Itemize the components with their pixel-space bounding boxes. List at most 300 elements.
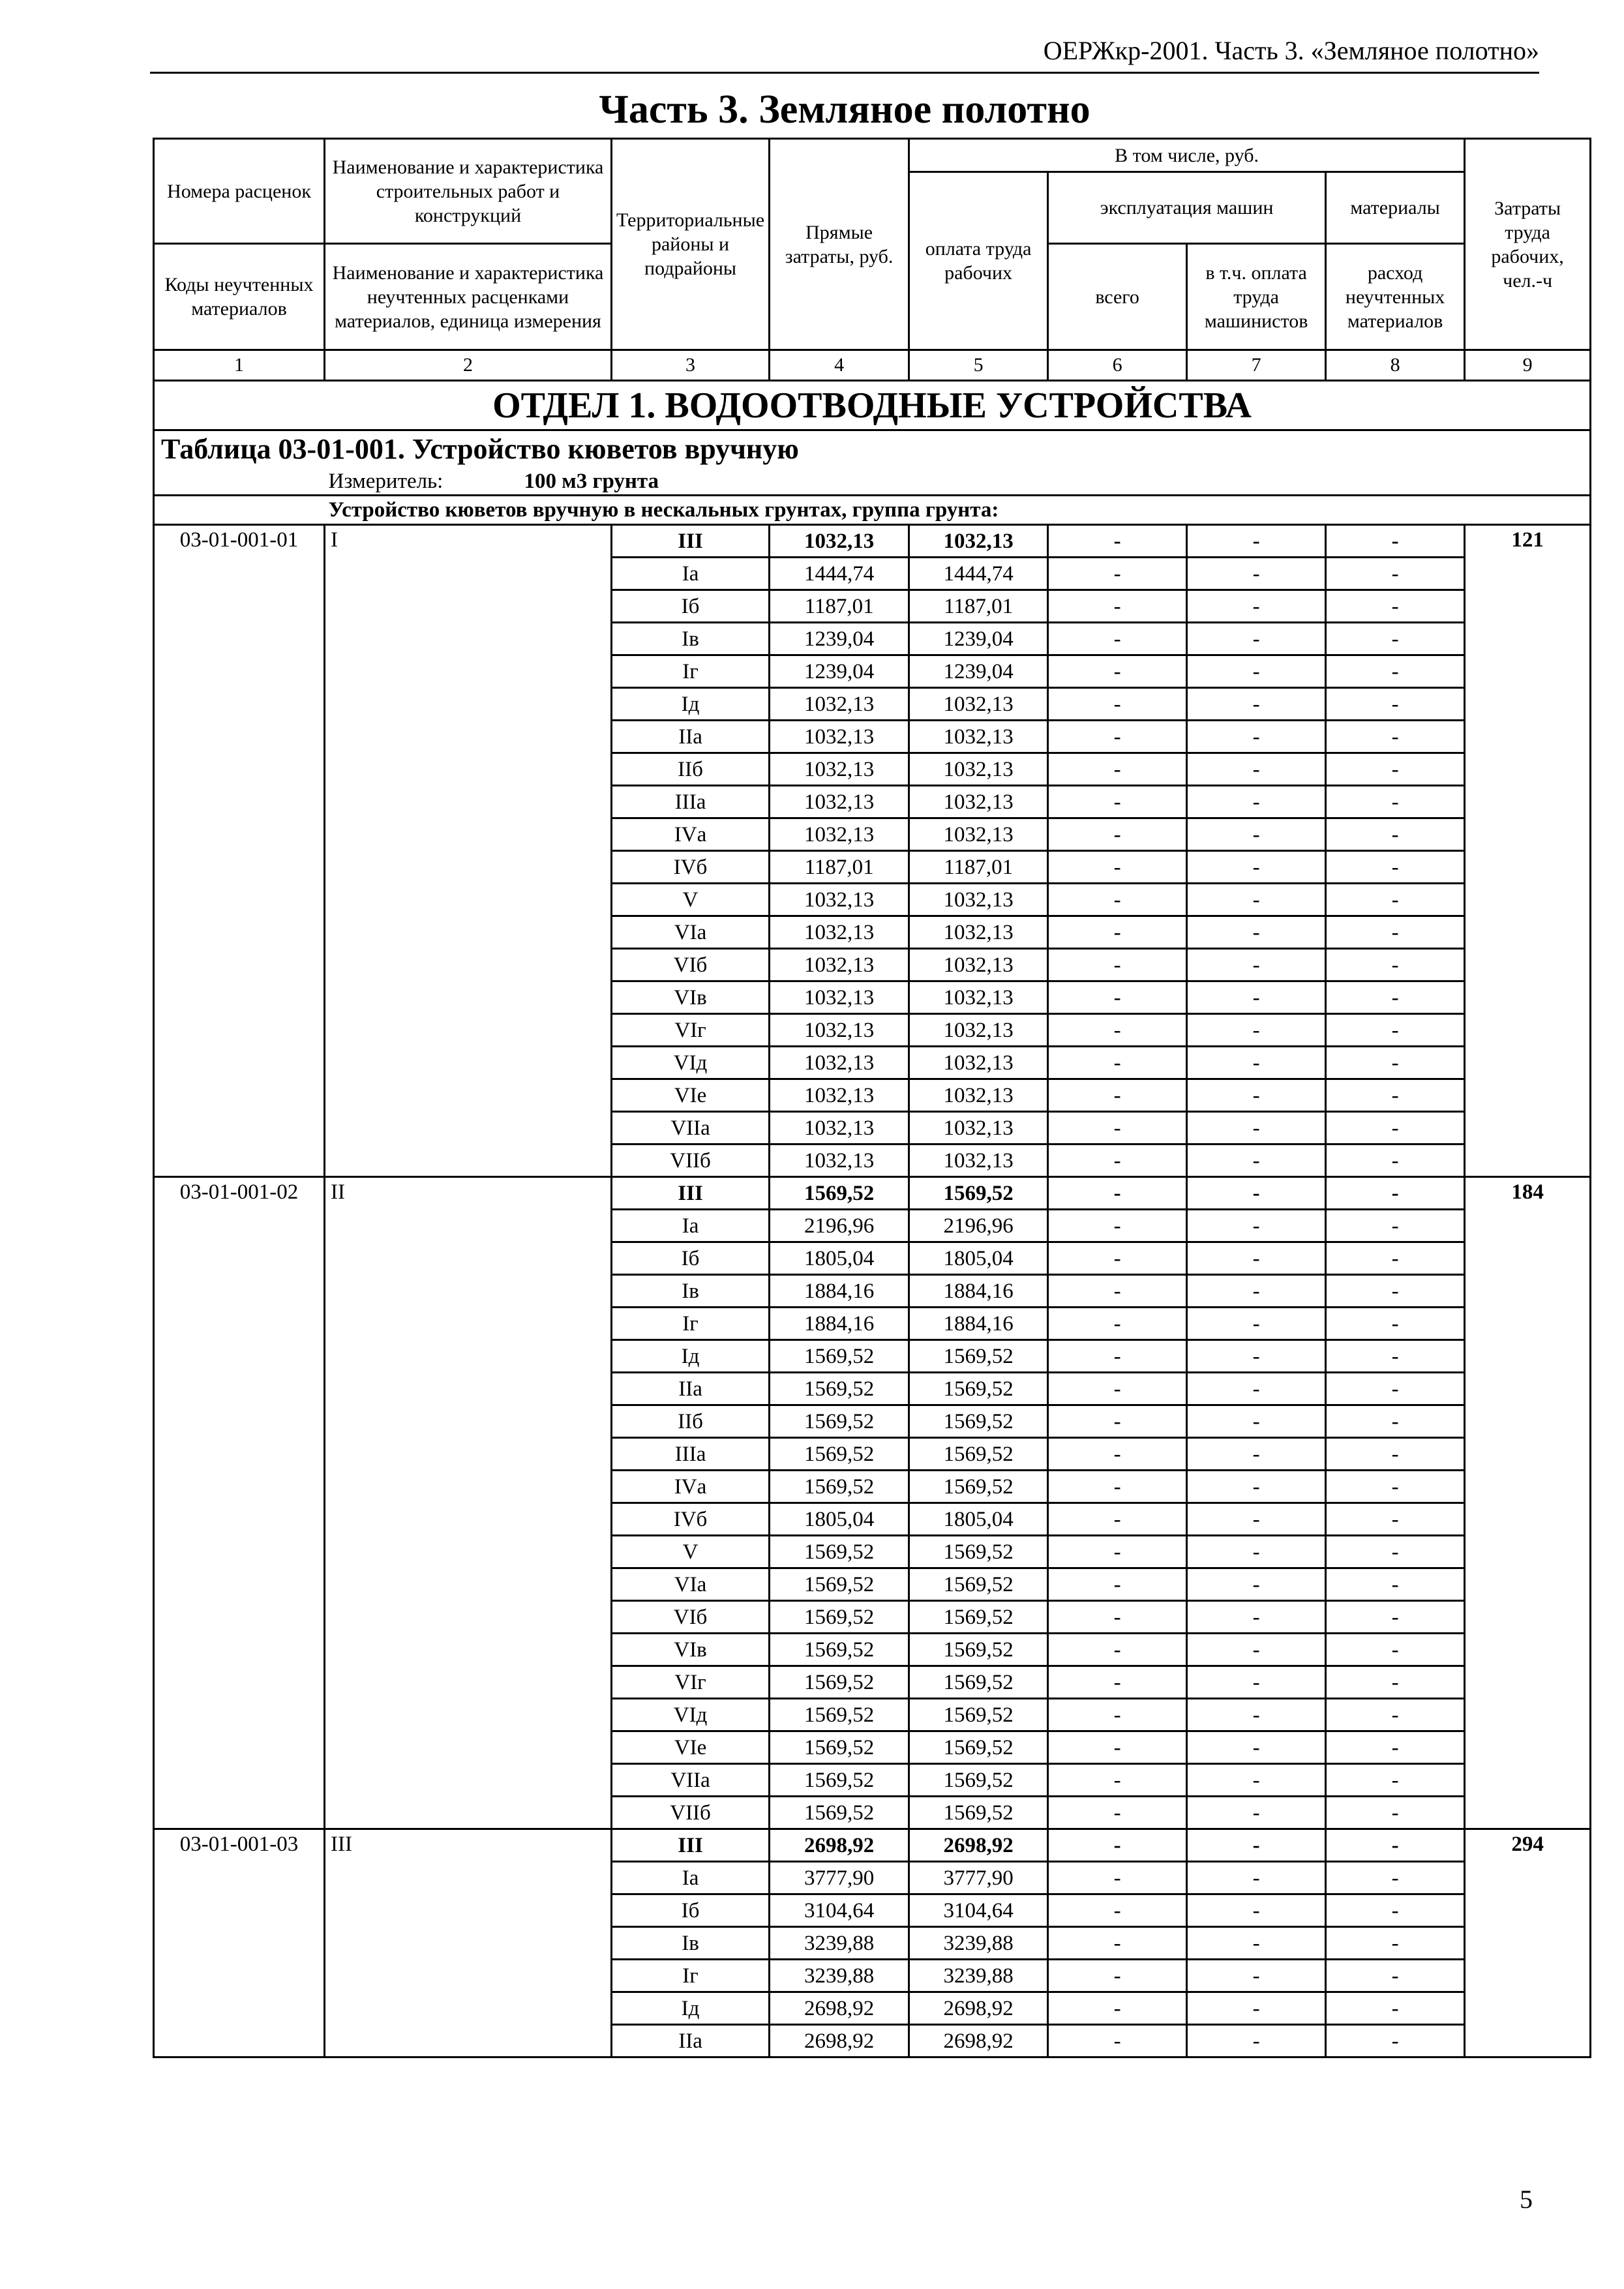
cell-region: IVб <box>612 1503 770 1536</box>
header-machines-total: всего <box>1048 244 1187 350</box>
cell-machinist-pay: - <box>1187 558 1326 590</box>
header-material-consumption: расход неучтенных материалов <box>1326 244 1465 350</box>
cell-direct-costs: 1569,52 <box>770 1699 909 1731</box>
header-materials: материалы <box>1326 172 1465 244</box>
cell-region: VIа <box>612 1568 770 1601</box>
cell-worker-pay: 1032,13 <box>909 884 1048 916</box>
cell-machinist-pay: - <box>1187 2025 1326 2057</box>
cell-worker-pay: 1032,13 <box>909 1144 1048 1177</box>
table-row <box>154 1829 1591 1862</box>
cell-worker-pay: 1569,52 <box>909 1471 1048 1503</box>
cell-machines-total: - <box>1048 655 1187 688</box>
column-number: 4 <box>770 350 909 381</box>
cell-region: VIв <box>612 981 770 1014</box>
cell-machines-total: - <box>1048 1536 1187 1568</box>
rate-code: 03-01-001-02 <box>154 1177 325 1829</box>
cell-worker-pay: 1032,13 <box>909 688 1048 721</box>
cell-worker-pay: 1032,13 <box>909 818 1048 851</box>
cell-direct-costs: 1032,13 <box>770 949 909 981</box>
cell-direct-costs: 1032,13 <box>770 884 909 916</box>
cell-machinist-pay: - <box>1187 786 1326 818</box>
cell-machinist-pay: - <box>1187 1112 1326 1144</box>
cell-direct-costs: 1032,13 <box>770 1112 909 1144</box>
cell-direct-costs: 1569,52 <box>770 1438 909 1471</box>
cell-region: Iв <box>612 623 770 655</box>
cell-region: IIIа <box>612 1438 770 1471</box>
cell-machines-total: - <box>1048 558 1187 590</box>
cell-worker-pay: 1884,16 <box>909 1308 1048 1340</box>
cell-materials: - <box>1326 1373 1465 1405</box>
cell-materials: - <box>1326 1503 1465 1536</box>
cell-region: VIб <box>612 949 770 981</box>
cell-region: IVа <box>612 818 770 851</box>
cell-machines-total: - <box>1048 1340 1187 1373</box>
cell-machinist-pay: - <box>1187 1960 1326 1992</box>
cell-materials: - <box>1326 1992 1465 2025</box>
cell-region: VIд <box>612 1699 770 1731</box>
cell-machines-total: - <box>1048 1210 1187 1242</box>
cell-worker-pay: 2698,92 <box>909 1829 1048 1862</box>
cell-worker-pay: 1032,13 <box>909 1112 1048 1144</box>
meter-line <box>325 468 1591 496</box>
cell-worker-pay: 1805,04 <box>909 1503 1048 1536</box>
cell-machines-total: - <box>1048 1373 1187 1405</box>
cell-direct-costs: 1569,52 <box>770 1601 909 1634</box>
cell-worker-pay: 1569,52 <box>909 1177 1048 1210</box>
part-title: Часть 3. Земляное полотно <box>599 87 1090 132</box>
cell-worker-pay: 1569,52 <box>909 1438 1048 1471</box>
cell-direct-costs: 1032,13 <box>770 916 909 949</box>
header-machine-operation: эксплуатация машин <box>1048 172 1326 244</box>
cell-materials: - <box>1326 1275 1465 1308</box>
cell-machines-total: - <box>1048 884 1187 916</box>
cell-worker-pay: 3777,90 <box>909 1862 1048 1894</box>
cell-direct-costs: 1444,74 <box>770 558 909 590</box>
cell-machines-total: - <box>1048 1960 1187 1992</box>
cell-machinist-pay: - <box>1187 1047 1326 1079</box>
cell-region: VIIа <box>612 1112 770 1144</box>
cell-machines-total: - <box>1048 981 1187 1014</box>
column-number: 2 <box>325 350 612 381</box>
cell-materials: - <box>1326 1242 1465 1275</box>
cell-machinist-pay: - <box>1187 884 1326 916</box>
cell-region: IVб <box>612 851 770 884</box>
cell-materials: - <box>1326 1405 1465 1438</box>
cell-machinist-pay: - <box>1187 1471 1326 1503</box>
labor-costs: 294 <box>1465 1829 1591 2057</box>
column-number: 5 <box>909 350 1048 381</box>
cell-materials: - <box>1326 590 1465 623</box>
column-numbers-row <box>154 350 1591 381</box>
cell-region: IIа <box>612 2025 770 2057</box>
running-header: ОЕРЖкр-2001. Часть 3. «Земляное полотно» <box>150 34 1539 74</box>
cell-machinist-pay: - <box>1187 623 1326 655</box>
subtitle-spacer <box>154 496 325 525</box>
cell-machinist-pay: - <box>1187 590 1326 623</box>
cell-worker-pay: 2196,96 <box>909 1210 1048 1242</box>
cell-machines-total: - <box>1048 1112 1187 1144</box>
cell-materials: - <box>1326 1960 1465 1992</box>
cell-region: III <box>612 1829 770 1862</box>
cell-materials: - <box>1326 1764 1465 1797</box>
cell-direct-costs: 1032,13 <box>770 688 909 721</box>
cell-machinist-pay: - <box>1187 688 1326 721</box>
cell-machinist-pay: - <box>1187 1373 1326 1405</box>
cell-worker-pay: 1884,16 <box>909 1275 1048 1308</box>
cell-worker-pay: 1569,52 <box>909 1699 1048 1731</box>
cell-region: Iг <box>612 1960 770 1992</box>
cell-region: VIIб <box>612 1144 770 1177</box>
cell-machinist-pay: - <box>1187 916 1326 949</box>
rate-code: 03-01-001-03 <box>154 1829 325 2057</box>
cell-direct-costs: 1569,52 <box>770 1536 909 1568</box>
cell-region: IIб <box>612 753 770 786</box>
cell-machinist-pay: - <box>1187 1177 1326 1210</box>
rate-name: I <box>325 525 612 1177</box>
header-including: В том числе, руб. <box>909 139 1465 172</box>
cell-region: Iа <box>612 1210 770 1242</box>
cell-materials: - <box>1326 721 1465 753</box>
cell-worker-pay: 2698,92 <box>909 1992 1048 2025</box>
cell-direct-costs: 1569,52 <box>770 1634 909 1666</box>
cell-direct-costs: 1884,16 <box>770 1275 909 1308</box>
cell-machines-total: - <box>1048 1731 1187 1764</box>
cell-materials: - <box>1326 558 1465 590</box>
meter-label: Измеритель: <box>328 469 444 493</box>
cell-materials: - <box>1326 1177 1465 1210</box>
cell-machines-total: - <box>1048 1666 1187 1699</box>
cell-worker-pay: 1569,52 <box>909 1405 1048 1438</box>
header-labor-costs: Затраты труда рабочих, чел.-ч <box>1465 139 1591 350</box>
cell-machines-total: - <box>1048 1471 1187 1503</box>
cell-materials: - <box>1326 1340 1465 1373</box>
cell-machinist-pay: - <box>1187 1503 1326 1536</box>
cell-direct-costs: 1569,52 <box>770 1764 909 1797</box>
cell-direct-costs: 1032,13 <box>770 525 909 558</box>
cell-machines-total: - <box>1048 1144 1187 1177</box>
cell-region: IIа <box>612 1373 770 1405</box>
cell-machinist-pay: - <box>1187 1699 1326 1731</box>
meter-value: 100 м3 грунта <box>524 469 659 493</box>
header-material-codes: Коды неучтенных материалов <box>154 244 325 350</box>
meter-spacer <box>154 468 325 496</box>
cell-machinist-pay: - <box>1187 1405 1326 1438</box>
cell-machines-total: - <box>1048 1764 1187 1797</box>
cell-region: VIе <box>612 1731 770 1764</box>
cell-machinist-pay: - <box>1187 1308 1326 1340</box>
column-number: 9 <box>1465 350 1591 381</box>
cell-worker-pay: 1032,13 <box>909 1047 1048 1079</box>
cell-materials: - <box>1326 1079 1465 1112</box>
cell-machinist-pay: - <box>1187 1438 1326 1471</box>
cell-machinist-pay: - <box>1187 1992 1326 2025</box>
cell-direct-costs: 1239,04 <box>770 623 909 655</box>
cell-machinist-pay: - <box>1187 1862 1326 1894</box>
work-subtitle: Устройство кюветов вручную в нескальных грунтах, группа грунта: <box>325 496 1591 525</box>
cell-materials: - <box>1326 1568 1465 1601</box>
cell-region: Iг <box>612 655 770 688</box>
cell-machines-total: - <box>1048 1601 1187 1634</box>
cell-materials: - <box>1326 1666 1465 1699</box>
cell-direct-costs: 1032,13 <box>770 818 909 851</box>
cell-materials: - <box>1326 2025 1465 2057</box>
cell-machines-total: - <box>1048 1829 1187 1862</box>
cell-worker-pay: 1569,52 <box>909 1764 1048 1797</box>
cell-direct-costs: 2698,92 <box>770 2025 909 2057</box>
cell-worker-pay: 1032,13 <box>909 1014 1048 1047</box>
cell-direct-costs: 2196,96 <box>770 1210 909 1242</box>
cell-machinist-pay: - <box>1187 1568 1326 1601</box>
header-material-names: Наименование и характеристика неучтенных расценками материалов, единица измерения <box>325 244 612 350</box>
cell-materials: - <box>1326 1047 1465 1079</box>
cell-materials: - <box>1326 688 1465 721</box>
cell-direct-costs: 3104,64 <box>770 1894 909 1927</box>
cell-worker-pay: 1187,01 <box>909 851 1048 884</box>
cell-direct-costs: 1569,52 <box>770 1373 909 1405</box>
cell-materials: - <box>1326 1634 1465 1666</box>
cell-worker-pay: 1032,13 <box>909 721 1048 753</box>
header-work-name: Наименование и характеристика строительных работ и конструкций <box>325 139 612 244</box>
cell-direct-costs: 1805,04 <box>770 1242 909 1275</box>
cell-direct-costs: 1569,52 <box>770 1797 909 1829</box>
cell-materials: - <box>1326 1797 1465 1829</box>
cell-region: VIв <box>612 1634 770 1666</box>
cell-machinist-pay: - <box>1187 525 1326 558</box>
column-number: 7 <box>1187 350 1326 381</box>
cell-machinist-pay: - <box>1187 1894 1326 1927</box>
cell-region: Iб <box>612 1242 770 1275</box>
header-rate-numbers: Номера расценок <box>154 139 325 244</box>
cell-region: IIб <box>612 1405 770 1438</box>
cell-machinist-pay: - <box>1187 1536 1326 1568</box>
cell-direct-costs: 1187,01 <box>770 590 909 623</box>
cell-worker-pay: 1032,13 <box>909 753 1048 786</box>
cell-machines-total: - <box>1048 1405 1187 1438</box>
cell-direct-costs: 1569,52 <box>770 1731 909 1764</box>
cell-materials: - <box>1326 1438 1465 1471</box>
cell-machines-total: - <box>1048 1797 1187 1829</box>
cell-direct-costs: 3777,90 <box>770 1862 909 1894</box>
cell-worker-pay: 1569,52 <box>909 1731 1048 1764</box>
cell-machines-total: - <box>1048 1047 1187 1079</box>
cell-direct-costs: 1032,13 <box>770 753 909 786</box>
cell-region: Iд <box>612 1340 770 1373</box>
cell-direct-costs: 1569,52 <box>770 1471 909 1503</box>
cell-machinist-pay: - <box>1187 1210 1326 1242</box>
column-number: 3 <box>612 350 770 381</box>
cell-machines-total: - <box>1048 753 1187 786</box>
cell-worker-pay: 1805,04 <box>909 1242 1048 1275</box>
cell-machinist-pay: - <box>1187 1014 1326 1047</box>
cell-machines-total: - <box>1048 1568 1187 1601</box>
cell-worker-pay: 1032,13 <box>909 786 1048 818</box>
rate-name: II <box>325 1177 612 1829</box>
cell-machinist-pay: - <box>1187 949 1326 981</box>
cell-direct-costs: 1239,04 <box>770 655 909 688</box>
cell-machinist-pay: - <box>1187 1764 1326 1797</box>
cell-worker-pay: 1569,52 <box>909 1666 1048 1699</box>
cell-region: Iб <box>612 590 770 623</box>
cell-direct-costs: 1569,52 <box>770 1405 909 1438</box>
cell-region: VIIб <box>612 1797 770 1829</box>
cell-region: Iд <box>612 1992 770 2025</box>
cell-materials: - <box>1326 1210 1465 1242</box>
cell-materials: - <box>1326 1894 1465 1927</box>
cell-materials: - <box>1326 525 1465 558</box>
column-number: 6 <box>1048 350 1187 381</box>
cell-direct-costs: 3239,88 <box>770 1960 909 1992</box>
cell-region: IIIа <box>612 786 770 818</box>
cell-worker-pay: 1569,52 <box>909 1340 1048 1373</box>
cell-direct-costs: 1032,13 <box>770 1144 909 1177</box>
cell-machinist-pay: - <box>1187 1079 1326 1112</box>
cell-materials: - <box>1326 981 1465 1014</box>
cell-direct-costs: 3239,88 <box>770 1927 909 1960</box>
table-row <box>154 1177 1591 1210</box>
cell-region: VIб <box>612 1601 770 1634</box>
cell-machines-total: - <box>1048 1927 1187 1960</box>
section-title: ОТДЕЛ 1. ВОДООТВОДНЫЕ УСТРОЙСТВА <box>154 381 1591 430</box>
page-number: 5 <box>1520 2185 1533 2214</box>
cell-machines-total: - <box>1048 688 1187 721</box>
cell-machines-total: - <box>1048 1177 1187 1210</box>
cell-materials: - <box>1326 1308 1465 1340</box>
cell-region: VIд <box>612 1047 770 1079</box>
cell-materials: - <box>1326 1471 1465 1503</box>
cell-materials: - <box>1326 753 1465 786</box>
cell-machines-total: - <box>1048 721 1187 753</box>
cell-machinist-pay: - <box>1187 1666 1326 1699</box>
table-body <box>154 139 1591 2057</box>
column-number: 8 <box>1326 350 1465 381</box>
cell-region: VIIа <box>612 1764 770 1797</box>
cell-machinist-pay: - <box>1187 818 1326 851</box>
rate-code: 03-01-001-01 <box>154 525 325 1177</box>
cell-direct-costs: 1032,13 <box>770 981 909 1014</box>
cell-machines-total: - <box>1048 1242 1187 1275</box>
labor-costs: 121 <box>1465 525 1591 1177</box>
cell-worker-pay: 1569,52 <box>909 1373 1048 1405</box>
cell-region: VIе <box>612 1079 770 1112</box>
cell-materials: - <box>1326 1731 1465 1764</box>
cell-region: Iа <box>612 1862 770 1894</box>
cell-direct-costs: 1032,13 <box>770 721 909 753</box>
cell-region: V <box>612 884 770 916</box>
cell-direct-costs: 2698,92 <box>770 1829 909 1862</box>
cell-machines-total: - <box>1048 916 1187 949</box>
cell-machines-total: - <box>1048 1438 1187 1471</box>
cell-materials: - <box>1326 1862 1465 1894</box>
cell-direct-costs: 1805,04 <box>770 1503 909 1536</box>
cell-machines-total: - <box>1048 1862 1187 1894</box>
cell-region: Iа <box>612 558 770 590</box>
cell-worker-pay: 1569,52 <box>909 1634 1048 1666</box>
cell-worker-pay: 1032,13 <box>909 981 1048 1014</box>
cell-machinist-pay: - <box>1187 1340 1326 1373</box>
cell-materials: - <box>1326 1014 1465 1047</box>
cell-machines-total: - <box>1048 1503 1187 1536</box>
cell-machinist-pay: - <box>1187 1242 1326 1275</box>
cell-machinist-pay: - <box>1187 981 1326 1014</box>
cell-region: VIг <box>612 1014 770 1047</box>
cell-materials: - <box>1326 884 1465 916</box>
cell-machines-total: - <box>1048 949 1187 981</box>
cell-machinist-pay: - <box>1187 655 1326 688</box>
cell-worker-pay: 1187,01 <box>909 590 1048 623</box>
cell-direct-costs: 1032,13 <box>770 1047 909 1079</box>
cell-machines-total: - <box>1048 1894 1187 1927</box>
cell-machines-total: - <box>1048 1634 1187 1666</box>
cell-materials: - <box>1326 623 1465 655</box>
cell-materials: - <box>1326 1536 1465 1568</box>
cell-materials: - <box>1326 1699 1465 1731</box>
cell-machinist-pay: - <box>1187 1275 1326 1308</box>
cell-machinist-pay: - <box>1187 1634 1326 1666</box>
cell-region: IVа <box>612 1471 770 1503</box>
cell-direct-costs: 1884,16 <box>770 1308 909 1340</box>
cell-worker-pay: 1032,13 <box>909 1079 1048 1112</box>
cell-machines-total: - <box>1048 1079 1187 1112</box>
cell-worker-pay: 3239,88 <box>909 1960 1048 1992</box>
cell-machines-total: - <box>1048 1699 1187 1731</box>
cell-machinist-pay: - <box>1187 851 1326 884</box>
rate-name: III <box>325 1829 612 2057</box>
cell-region: III <box>612 525 770 558</box>
cell-worker-pay: 1239,04 <box>909 655 1048 688</box>
cell-machines-total: - <box>1048 1992 1187 2025</box>
cell-materials: - <box>1326 1144 1465 1177</box>
cell-machines-total: - <box>1048 2025 1187 2057</box>
cell-machines-total: - <box>1048 590 1187 623</box>
cell-region: Iв <box>612 1927 770 1960</box>
cell-machines-total: - <box>1048 623 1187 655</box>
cell-machinist-pay: - <box>1187 1601 1326 1634</box>
cell-worker-pay: 1032,13 <box>909 916 1048 949</box>
cell-materials: - <box>1326 949 1465 981</box>
header-machinist-pay: в т.ч. оплата труда машинистов <box>1187 244 1326 350</box>
cell-region: Iд <box>612 688 770 721</box>
cell-region: III <box>612 1177 770 1210</box>
cell-region: Iг <box>612 1308 770 1340</box>
cell-region: VIг <box>612 1666 770 1699</box>
cell-worker-pay: 1569,52 <box>909 1601 1048 1634</box>
cell-machinist-pay: - <box>1187 1797 1326 1829</box>
cell-worker-pay: 1569,52 <box>909 1568 1048 1601</box>
cell-direct-costs: 1569,52 <box>770 1177 909 1210</box>
cell-machines-total: - <box>1048 1014 1187 1047</box>
cell-region: V <box>612 1536 770 1568</box>
cell-region: IIа <box>612 721 770 753</box>
cell-region: VIа <box>612 916 770 949</box>
cell-materials: - <box>1326 851 1465 884</box>
cell-direct-costs: 1187,01 <box>770 851 909 884</box>
cell-machines-total: - <box>1048 851 1187 884</box>
cell-machinist-pay: - <box>1187 1829 1326 1862</box>
cell-worker-pay: 1032,13 <box>909 949 1048 981</box>
cell-worker-pay: 1444,74 <box>909 558 1048 590</box>
cell-worker-pay: 3239,88 <box>909 1927 1048 1960</box>
cell-machines-total: - <box>1048 818 1187 851</box>
cell-direct-costs: 1569,52 <box>770 1666 909 1699</box>
cell-materials: - <box>1326 655 1465 688</box>
cell-materials: - <box>1326 786 1465 818</box>
cell-machinist-pay: - <box>1187 721 1326 753</box>
cell-machines-total: - <box>1048 525 1187 558</box>
cell-machinist-pay: - <box>1187 1731 1326 1764</box>
cell-materials: - <box>1326 1829 1465 1862</box>
cell-materials: - <box>1326 1927 1465 1960</box>
cell-machinist-pay: - <box>1187 753 1326 786</box>
